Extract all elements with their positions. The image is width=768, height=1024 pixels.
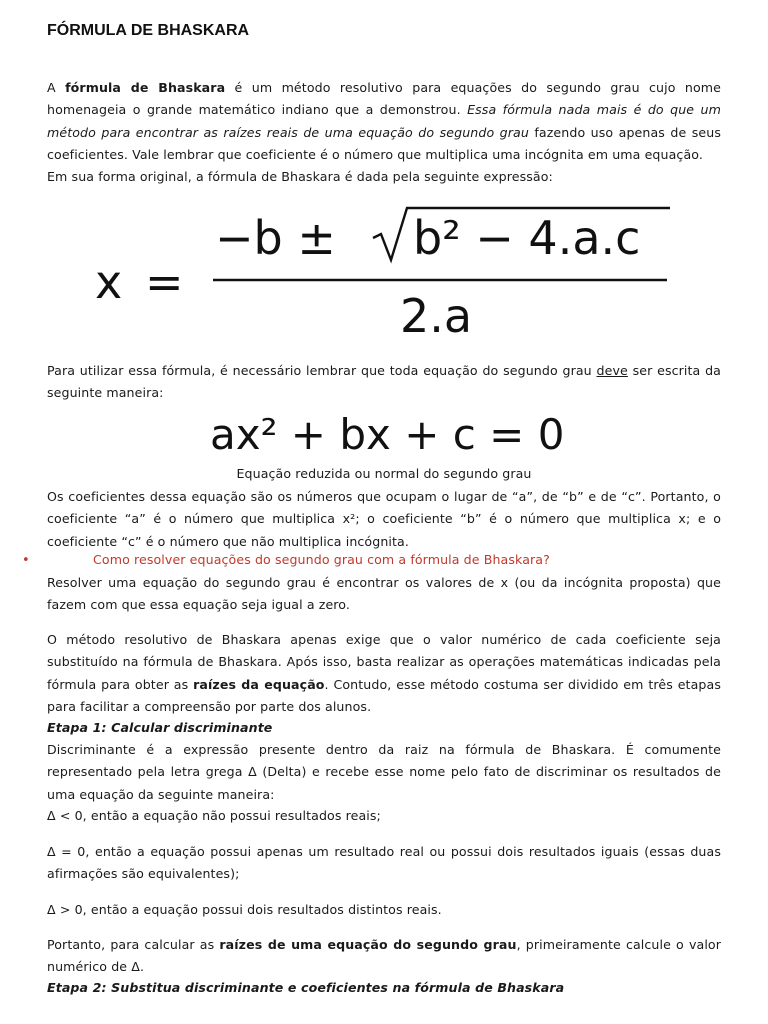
usage-text: Para utilizar essa fórmula, é necessário lembrar que toda equação do segundo grau	[47, 363, 597, 378]
intro-text: é um método resolutivo para equações do segundo grau cujo nome homenageia o grande matemático indiano que a demonstrou.	[47, 80, 721, 118]
intro-italic-text: Essa fórmula nada mais é do que um método para encontrar as raízes reais de uma equação do segundo grau	[47, 102, 721, 140]
intro-text-end: fazendo uso apenas de seus coeficientes. Vale lembrar que coeficiente é o número que multiplica uma incógnita em uma equação.	[47, 124, 721, 162]
page-title: FÓRMULA DE BHASKARA	[47, 22, 250, 39]
conclusion-text: Portanto, para calcular as	[47, 937, 220, 952]
conclusion-bold: raízes de uma equação do segundo grau	[219, 937, 517, 952]
intro-paragraph	[47, 77, 721, 166]
method-paragraph	[47, 629, 721, 718]
conclusion-paragraph	[47, 934, 721, 979]
formula-caption: Equação reduzida ou normal do segundo grau	[236, 466, 532, 481]
coefficients-paragraph: Os coeficientes dessa equação são os números que ocupam o lugar de “a”, de “b” e de “c”. Portanto, o coeficiente “a” é o número que multiplica x²; o coeficiente “b” é o número que multiplica x; e o coeficiente “c” é o número que não multiplica incógnita.	[47, 489, 721, 549]
formula-denominator: 2.a	[400, 289, 473, 340]
step1-heading-text: Etapa 1: Calcular discriminante	[47, 720, 273, 735]
standard-form-formula	[210, 405, 570, 457]
formula-lhs: x	[95, 255, 123, 309]
method-text-end: . Contudo, esse método costuma ser dividido em três etapas para facilitar a compreensão por parte dos alunos.	[47, 676, 721, 714]
original-form-paragraph: Em sua forma original, a fórmula de Bhaskara é dada pela seguinte expressão:	[47, 169, 553, 184]
formula-equals: =	[145, 255, 184, 309]
step2-heading-text: Etapa 2: Substitua discriminante e coeficientes na fórmula de Bhaskara	[47, 980, 565, 995]
method-text: O método resolutivo de Bhaskara apenas exige que o valor numérico de cada coeficiente seja substituído na fórmula de Bhaskara. Após isso, basta realizar as operações matemáticas indicadas pela fórmula para obter as	[47, 632, 721, 692]
usage-text-end: ser escrita da seguinte maneira:	[47, 363, 722, 401]
usage-paragraph	[47, 360, 721, 405]
intro-bold-term: fórmula de Bhaskara	[65, 80, 226, 95]
case-positive: Δ > 0, então a equação possui dois resultados distintos reais.	[47, 902, 442, 917]
formula-radicand: b² − 4.a.c	[413, 211, 641, 265]
usage-underlined-word: deve	[596, 363, 628, 378]
conclusion-text-end: , primeiramente calcule o valor numérico de Δ.	[47, 937, 721, 975]
step1-heading	[47, 717, 721, 739]
section-heading: Como resolver equações do segundo grau com a fórmula de Bhaskara?	[93, 552, 550, 567]
standard-form-text: ax² + bx + c = 0	[210, 410, 565, 457]
case-zero: Δ = 0, então a equação possui apenas um resultado real ou possui dois resultados iguais (essas duas afirmações são equivalentes);	[47, 844, 721, 882]
solve-paragraph: Resolver uma equação do segundo grau é encontrar os valores de x (ou da incógnita proposta) que fazem com que essa equação seja igual a zero.	[47, 575, 721, 613]
intro-lead: A	[47, 80, 66, 95]
formula-numerator-lead: −b ±	[215, 211, 336, 265]
method-bold: raízes da equação	[193, 676, 325, 692]
bhaskara-formula	[95, 198, 675, 340]
step2-heading	[47, 977, 721, 999]
case-negative: Δ < 0, então a equação não possui resultados reais;	[47, 808, 381, 823]
bullet-icon: •	[22, 553, 30, 568]
discriminant-paragraph: Discriminante é a expressão presente dentro da raiz na fórmula de Bhaskara. É comumente representado pela letra grega Δ (Delta) e recebe esse nome pelo fato de discriminar os resultados de uma equação da seguinte maneira:	[47, 742, 721, 802]
